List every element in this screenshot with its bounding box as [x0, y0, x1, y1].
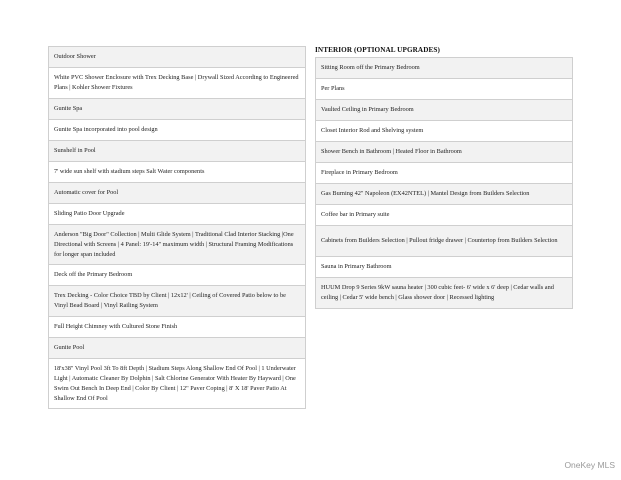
table-row: [315, 278, 573, 309]
table-row: [48, 338, 306, 359]
table-row: [48, 68, 306, 99]
table-row: [315, 205, 573, 226]
table-row: [48, 183, 306, 204]
table-row: [315, 184, 573, 205]
cell-text: HUUM Drop 9 Series 9kW sauna heater | 300 cubic feet- 6' wide x 6' deep | Cedar walls and ceiling | Cedar 5' wide bench | Glass shower door | Recessed lighting: [321, 284, 554, 301]
table-row: [315, 58, 573, 79]
section-title: INTERIOR (OPTIONAL UPGRADES): [315, 46, 441, 54]
table-row: [315, 121, 573, 142]
cell-text: White PVC Shower Enclosure with Trex Decking Base | Drywall Sized According to Engineered Plans | Kohler Shower Fixtures: [54, 74, 299, 91]
table-row: [48, 286, 306, 317]
table-row: [48, 225, 306, 265]
table-row: [315, 226, 573, 257]
cell-text: Closet Interior Rod and Shelving system: [321, 127, 424, 134]
cell-text: Gunite Spa: [54, 105, 83, 112]
table-row: [48, 265, 306, 286]
cell-text: Cabinets from Builders Selection | Pullout fridge drawer | Countertop from Builders Selection: [321, 237, 558, 244]
interior-upgrades-table: [315, 57, 573, 309]
table-row: [315, 163, 573, 184]
cell-text: Vaulted Ceiling in Primary Bedroom: [321, 106, 414, 113]
cell-text: Automatic cover for Pool: [54, 189, 119, 196]
exterior-upgrades-table: [48, 46, 306, 409]
table-row: [315, 142, 573, 163]
cell-text: 7' wide sun shelf with stadium steps Salt Water components: [54, 168, 205, 175]
table-row: [48, 99, 306, 120]
table-row: [48, 317, 306, 338]
cell-text: Sitting Room off the Primary Bedroom: [321, 64, 420, 71]
cell-text: 18'x38" Vinyl Pool 3ft To 8ft Depth | Stadium Steps Along Shallow End Of Pool | 1 Underwater Light | Automatic Cleaner By Dolphin | Salt Chlorine Generator With Heater By Hayward | One Swim Out Bench In Deep End | Color By Client | 12" Paver Coping | 8' X 18' Paver Patio At Shallow End Of Pool: [54, 364, 296, 402]
cell-text: Gunite Spa incorporated into pool design: [54, 126, 158, 133]
table-row: [48, 204, 306, 225]
cell-text: Outdoor Shower: [54, 53, 96, 60]
table-row: [315, 100, 573, 121]
cell-text: Full Height Chimney with Cultured Stone Finish: [54, 323, 178, 330]
cell-text: Gunite Pool: [54, 344, 85, 351]
table-row: [48, 359, 306, 409]
table-row: [315, 257, 573, 278]
cell-text: Per Plans: [321, 85, 345, 92]
cell-text: Coffee bar in Primary suite: [321, 211, 390, 218]
watermark: OneKey MLS: [564, 460, 615, 470]
table-row: [48, 120, 306, 141]
cell-text: Fireplace in Primary Bedroom: [321, 169, 398, 176]
table-row: [48, 47, 306, 68]
cell-text: Sliding Patio Door Upgrade: [54, 210, 125, 217]
cell-text: Sunshelf in Pool: [54, 147, 96, 154]
table-row: [315, 79, 573, 100]
cell-text: Shower Bench in Bathroom | Heated Floor in Bathroom: [321, 148, 462, 155]
cell-text: Gas Burning 42" Napoleon (EX42NTEL) | Mantel Design from Builders Selection: [321, 190, 530, 197]
cell-text: Deck off the Primary Bedroom: [54, 271, 133, 278]
cell-text: Sauna in Primary Bathroom: [321, 263, 392, 270]
table-row: [48, 162, 306, 183]
cell-text: Anderson "Big Door" Collection | Multi Glide System | Traditional Clad Interior Stacking |One Directional with Screens | 4 Panel: 19'-14" maximum width | Structural Framing Modifications for longer span included: [54, 230, 294, 258]
table-row: [48, 141, 306, 162]
cell-text: Trex Decking - Color Choice TBD by Client | 12x12' | Ceiling of Covered Patio below to be Vinyl Bead Board | Vinyl Railing System: [54, 292, 286, 309]
